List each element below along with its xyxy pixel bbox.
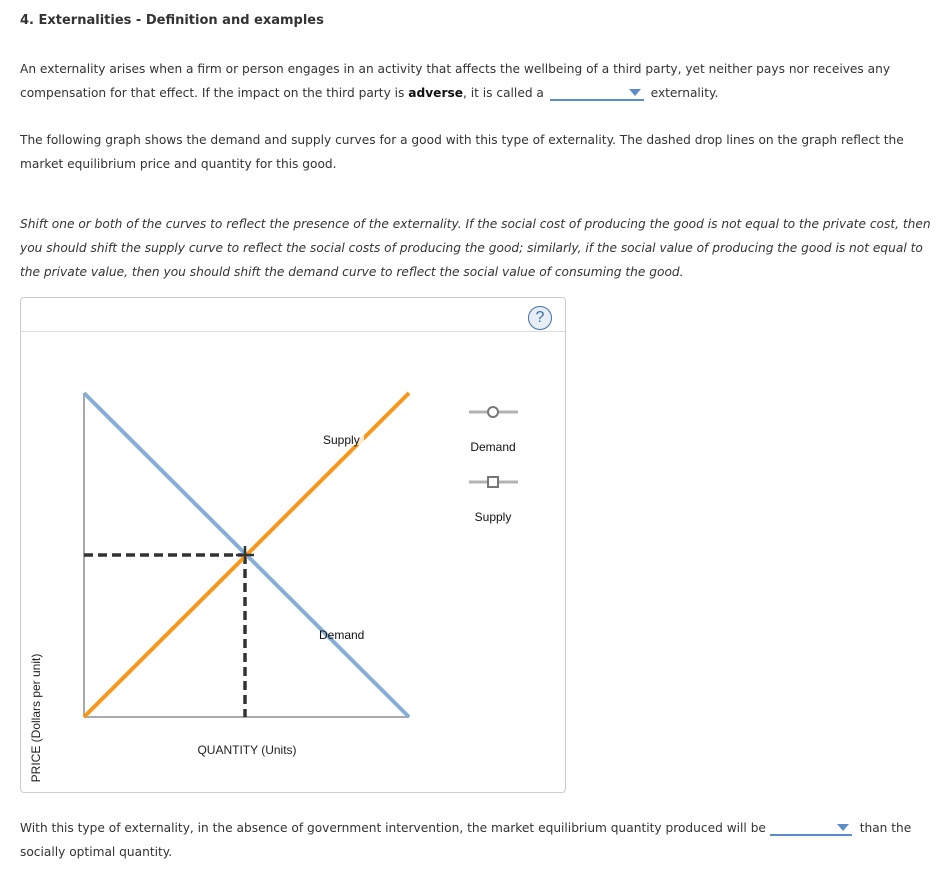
legend-supply-tool[interactable]	[469, 477, 518, 487]
externality-type-dropdown[interactable]	[550, 85, 644, 101]
definition-line-1: An externality arises when a firm or person engages in an activity that affects the wellbeing of a third party, yet neither pays nor receives any	[20, 62, 891, 76]
chevron-down-icon	[629, 89, 641, 96]
adverse-bold: adverse	[408, 86, 463, 100]
question-2-line-2: socially optimal quantity.	[20, 845, 173, 859]
supply-curve-label: Supply	[323, 433, 360, 447]
graph-description	[20, 128, 904, 176]
y-axis-label: PRICE (Dollars per unit)	[29, 653, 43, 783]
definition-text-cont: , it is called a	[462, 86, 544, 100]
quantity-comparison-dropdown[interactable]	[770, 820, 852, 836]
instructions-line-1: Shift one or both of the curves to reflect the presence of the externality. If the social cost of producing the good is not equal to the private cost, then	[20, 217, 931, 231]
instructions-line-3: the private value, then you should shift the demand curve to reflect the social value of consuming the good.	[20, 265, 684, 279]
circle-marker-icon	[488, 407, 498, 417]
instructions-line-2: you should shift the supply curve to reflect the social costs of producing the good; similarly, if the social value of producing the good is not equal to	[20, 241, 923, 255]
question-2	[20, 816, 940, 864]
question-2-text-cont: than the	[859, 821, 912, 835]
supply-demand-graph	[21, 298, 567, 794]
graph-panel	[20, 297, 566, 793]
question-2-text: With this type of externality, in the absence of government intervention, the market equilibrium quantity produced will be	[20, 821, 766, 835]
definition-line-2	[20, 81, 890, 105]
square-marker-icon	[488, 477, 498, 487]
graph-description-line-1: The following graph shows the demand and supply curves for a good with this type of externality. The dashed drop lines on the graph reflect the	[20, 133, 904, 147]
question-title: 4. Externalities - Definition and examples	[20, 13, 324, 28]
instructions	[20, 212, 931, 284]
legend-supply-label: Supply	[474, 510, 512, 524]
legend-demand-label: Demand	[470, 440, 516, 454]
help-icon[interactable]: ?	[528, 306, 552, 330]
demand-curve-label: Demand	[319, 628, 365, 642]
graph-description-line-2: market equilibrium price and quantity for this good.	[20, 157, 337, 171]
question-2-line-1	[20, 816, 940, 840]
definition-text: compensation for that effect. If the impact on the third party is	[20, 86, 409, 100]
legend-demand-tool[interactable]	[469, 407, 518, 417]
chevron-down-icon	[837, 824, 849, 831]
x-axis-label: QUANTITY (Units)	[197, 743, 297, 757]
externality-word: externality.	[650, 86, 719, 100]
definition-paragraph	[20, 57, 890, 105]
